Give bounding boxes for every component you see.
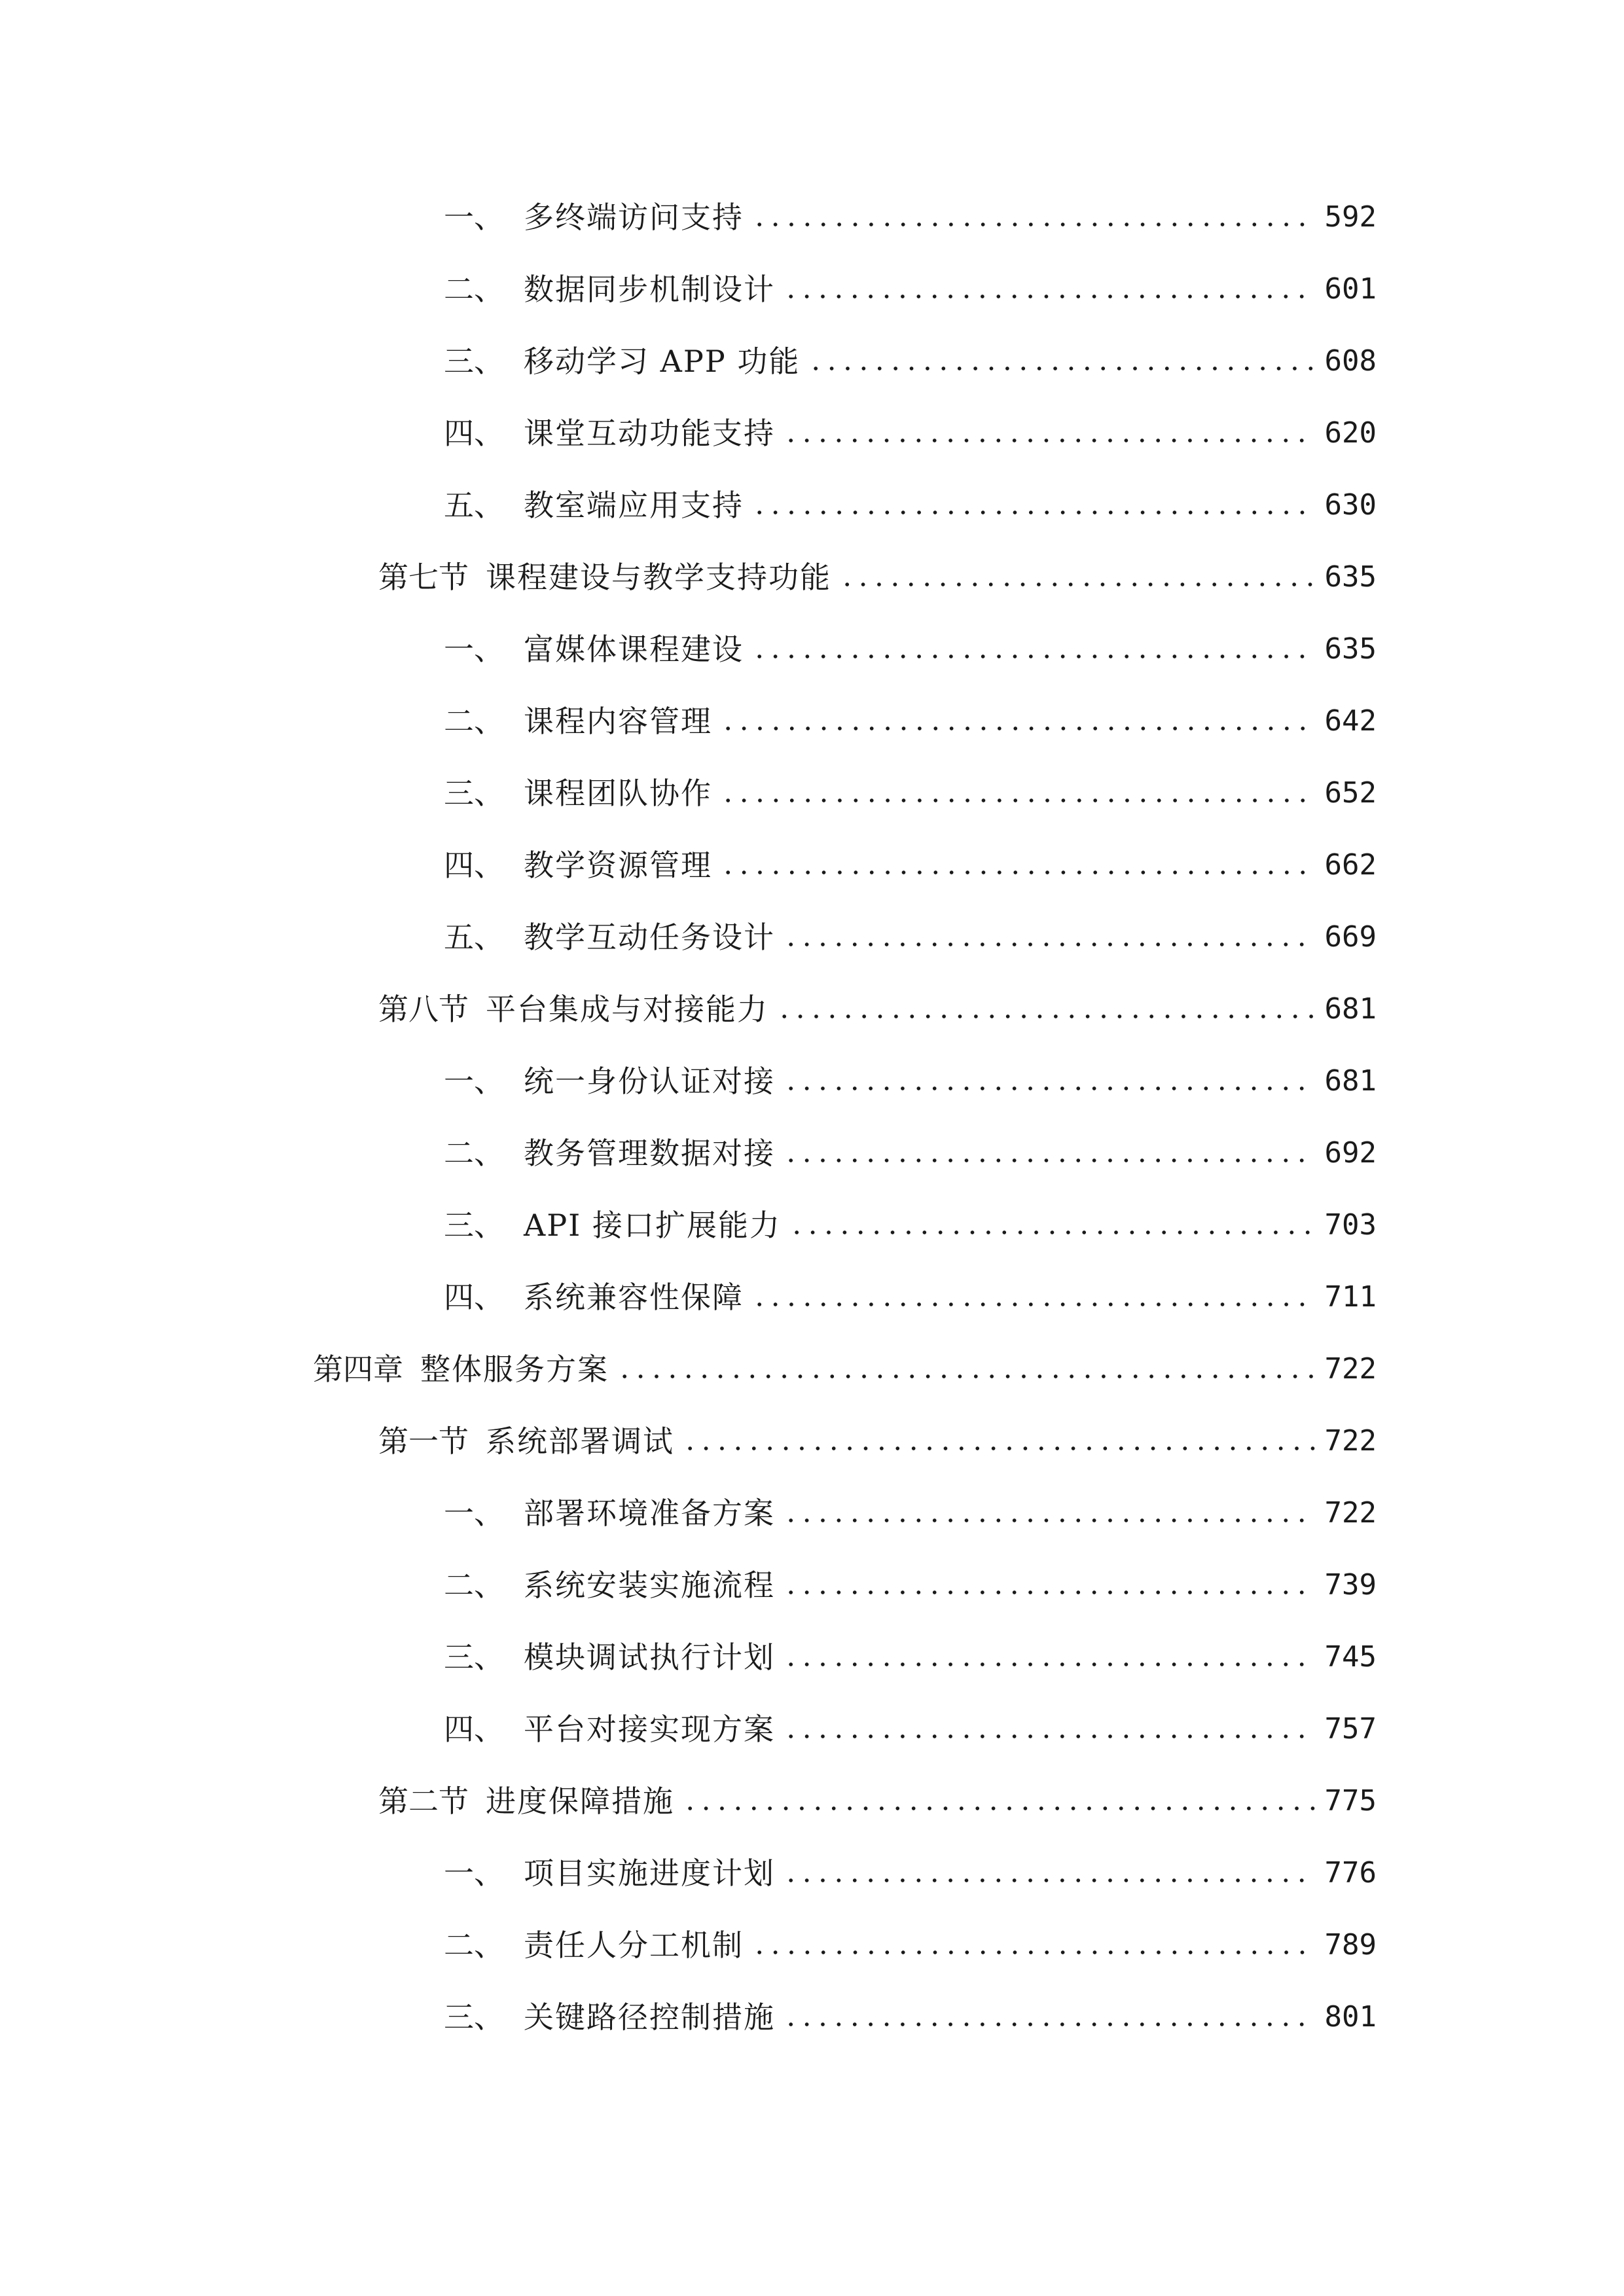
page-number: 669 bbox=[1324, 920, 1377, 954]
entry-number: 二、 bbox=[444, 1136, 504, 1171]
toc-entry[interactable] bbox=[444, 1130, 1377, 1176]
toc-entry[interactable] bbox=[444, 626, 1377, 672]
toc-entry[interactable] bbox=[444, 1850, 1377, 1896]
page-number: 662 bbox=[1324, 848, 1377, 882]
dot-leader bbox=[751, 1302, 1316, 1307]
toc-entry[interactable] bbox=[444, 194, 1377, 240]
page-number: 757 bbox=[1324, 1712, 1377, 1746]
entry-title: 多终端访问支持 bbox=[524, 200, 744, 235]
entry-number: 三、 bbox=[444, 1640, 504, 1675]
entry-number: 一、 bbox=[444, 632, 504, 667]
toc-entry[interactable] bbox=[444, 1490, 1377, 1536]
page-number: 739 bbox=[1324, 1568, 1377, 1602]
entry-number: 三、 bbox=[444, 776, 504, 811]
entry-number: 三、 bbox=[444, 344, 504, 379]
toc-entry[interactable] bbox=[378, 1778, 1377, 1824]
page-number: 635 bbox=[1324, 560, 1377, 594]
toc-entry[interactable] bbox=[378, 1418, 1377, 1464]
toc-entry[interactable] bbox=[444, 1562, 1377, 1608]
entry-title: 课程建设与教学支持功能 bbox=[486, 560, 831, 595]
entry-number: 二、 bbox=[444, 272, 504, 307]
toc-entry[interactable] bbox=[444, 1994, 1377, 2040]
dot-leader bbox=[776, 1014, 1316, 1019]
page-number: 722 bbox=[1324, 1496, 1377, 1530]
dot-leader bbox=[808, 366, 1315, 371]
toc-entry[interactable] bbox=[444, 1274, 1377, 1320]
page-number: 681 bbox=[1324, 1064, 1377, 1098]
page-number: 703 bbox=[1324, 1208, 1377, 1242]
page-number: 652 bbox=[1324, 776, 1377, 810]
entry-title: API 接口扩展能力 bbox=[524, 1208, 781, 1243]
entry-title: 模块调试执行计划 bbox=[524, 1640, 775, 1675]
entry-title: 部署环境准备方案 bbox=[524, 1496, 775, 1531]
dot-leader bbox=[783, 2022, 1316, 2027]
entry-title: 责任人分工机制 bbox=[524, 1928, 744, 1963]
toc-entry[interactable] bbox=[444, 770, 1377, 816]
entry-title: 进度保障措施 bbox=[486, 1784, 674, 1819]
entry-number: 第二节 bbox=[378, 1784, 469, 1819]
entry-number: 第七节 bbox=[378, 560, 469, 595]
dot-leader bbox=[839, 582, 1316, 587]
dot-leader bbox=[789, 1230, 1316, 1235]
dot-leader bbox=[783, 1878, 1316, 1883]
dot-leader bbox=[751, 1950, 1316, 1955]
page-number: 620 bbox=[1324, 416, 1377, 450]
toc-entry[interactable] bbox=[378, 986, 1377, 1032]
page-number: 801 bbox=[1324, 2000, 1377, 2034]
entry-number: 四、 bbox=[444, 1712, 504, 1747]
dot-leader bbox=[751, 510, 1316, 515]
toc-entry[interactable] bbox=[444, 410, 1377, 456]
entry-title: 课程团队协作 bbox=[524, 776, 712, 811]
entry-title: 移动学习 APP 功能 bbox=[524, 344, 801, 379]
dot-leader bbox=[720, 798, 1316, 803]
entry-number: 三、 bbox=[444, 1208, 504, 1243]
page-number: 745 bbox=[1324, 1640, 1377, 1674]
dot-leader bbox=[783, 1518, 1316, 1523]
toc-entry[interactable] bbox=[444, 1634, 1377, 1680]
entry-number: 一、 bbox=[444, 200, 504, 235]
entry-title: 课堂互动功能支持 bbox=[524, 416, 775, 451]
page-number: 775 bbox=[1324, 1784, 1377, 1818]
entry-title: 关键路径控制措施 bbox=[524, 2000, 775, 2035]
entry-number: 四、 bbox=[444, 848, 504, 883]
entry-title: 平台集成与对接能力 bbox=[486, 992, 768, 1027]
entry-number: 二、 bbox=[444, 1568, 504, 1603]
entry-title: 课程内容管理 bbox=[524, 704, 712, 739]
entry-title: 统一身份认证对接 bbox=[524, 1064, 775, 1099]
entry-number: 一、 bbox=[444, 1064, 504, 1099]
toc-entry[interactable] bbox=[444, 1202, 1377, 1248]
page-number: 642 bbox=[1324, 704, 1377, 738]
entry-number: 四、 bbox=[444, 1280, 504, 1315]
page-number: 601 bbox=[1324, 272, 1377, 306]
entry-number: 二、 bbox=[444, 704, 504, 739]
dot-leader bbox=[783, 1734, 1316, 1739]
entry-title: 教室端应用支持 bbox=[524, 488, 744, 523]
toc-entry[interactable] bbox=[444, 698, 1377, 744]
dot-leader bbox=[720, 870, 1316, 875]
entry-title: 系统安装实施流程 bbox=[524, 1568, 775, 1603]
entry-number: 五、 bbox=[444, 920, 504, 955]
page-number: 711 bbox=[1324, 1280, 1377, 1314]
dot-leader bbox=[682, 1446, 1316, 1451]
page-number: 592 bbox=[1324, 200, 1377, 234]
page-number: 635 bbox=[1324, 632, 1377, 666]
toc-entry[interactable] bbox=[444, 1058, 1377, 1104]
page-number: 692 bbox=[1324, 1136, 1377, 1170]
toc-entry[interactable] bbox=[378, 554, 1377, 600]
toc-entry[interactable] bbox=[444, 842, 1377, 888]
dot-leader bbox=[751, 222, 1316, 227]
entry-number: 一、 bbox=[444, 1496, 504, 1531]
entry-title: 整体服务方案 bbox=[420, 1352, 609, 1387]
entry-title: 教学互动任务设计 bbox=[524, 920, 775, 955]
toc-entry[interactable] bbox=[313, 1346, 1377, 1392]
toc-entry[interactable] bbox=[444, 338, 1377, 384]
dot-leader bbox=[682, 1806, 1316, 1811]
toc-entry[interactable] bbox=[444, 482, 1377, 528]
entry-title: 平台对接实现方案 bbox=[524, 1712, 775, 1747]
dot-leader bbox=[751, 654, 1316, 659]
page-number: 789 bbox=[1324, 1928, 1377, 1962]
entry-title: 项目实施进度计划 bbox=[524, 1856, 775, 1891]
toc-entry[interactable] bbox=[444, 266, 1377, 312]
entry-number: 第一节 bbox=[378, 1424, 469, 1459]
dot-leader bbox=[783, 1086, 1316, 1091]
page-number: 630 bbox=[1324, 488, 1377, 522]
dot-leader bbox=[783, 1590, 1316, 1595]
toc-entry[interactable] bbox=[444, 1706, 1377, 1752]
dot-leader bbox=[783, 1662, 1316, 1667]
dot-leader bbox=[617, 1374, 1316, 1379]
entry-number: 五、 bbox=[444, 488, 504, 523]
dot-leader bbox=[783, 942, 1316, 947]
entry-number: 第八节 bbox=[378, 992, 469, 1027]
entry-title: 系统兼容性保障 bbox=[524, 1280, 744, 1315]
page-number: 608 bbox=[1324, 344, 1377, 378]
entry-title: 富媒体课程建设 bbox=[524, 632, 744, 667]
dot-leader bbox=[783, 294, 1316, 299]
entry-number: 第四章 bbox=[313, 1352, 403, 1387]
page-number: 776 bbox=[1324, 1856, 1377, 1890]
entry-title: 教学资源管理 bbox=[524, 848, 712, 883]
page-number: 722 bbox=[1324, 1424, 1377, 1458]
page-number: 681 bbox=[1324, 992, 1377, 1026]
entry-title: 教务管理数据对接 bbox=[524, 1136, 775, 1171]
entry-number: 三、 bbox=[444, 2000, 504, 2035]
entry-number: 一、 bbox=[444, 1856, 504, 1891]
entry-number: 二、 bbox=[444, 1928, 504, 1963]
toc-entry[interactable] bbox=[444, 1922, 1377, 1968]
entry-number: 四、 bbox=[444, 416, 504, 451]
entry-title: 系统部署调试 bbox=[486, 1424, 674, 1459]
dot-leader bbox=[783, 438, 1316, 443]
dot-leader bbox=[783, 1158, 1316, 1163]
toc-entry[interactable] bbox=[444, 914, 1377, 960]
entry-title: 数据同步机制设计 bbox=[524, 272, 775, 307]
dot-leader bbox=[720, 726, 1316, 731]
page-number: 722 bbox=[1324, 1352, 1377, 1386]
